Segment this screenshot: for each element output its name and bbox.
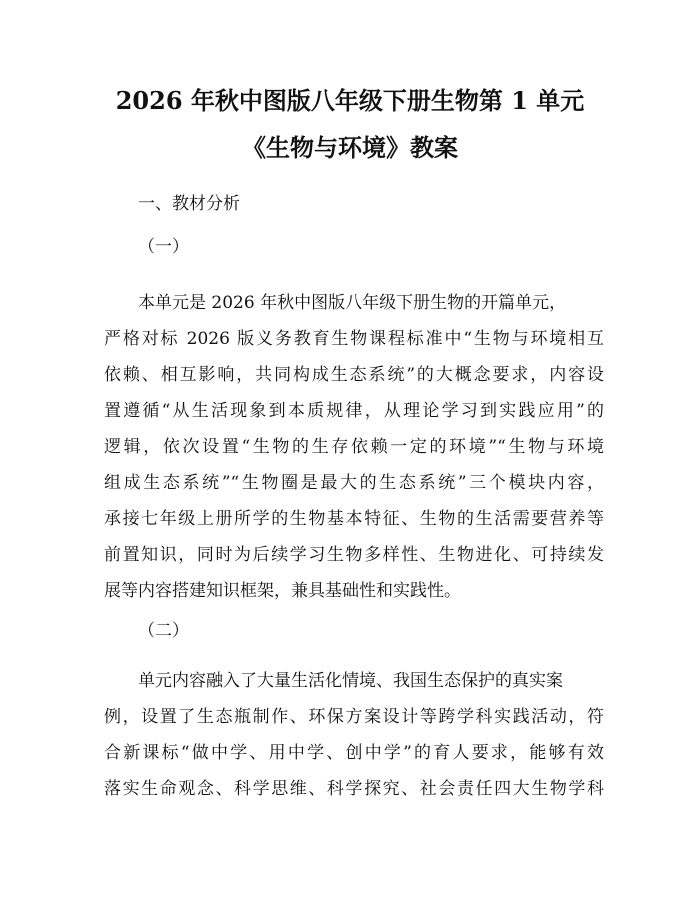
paragraph-line: 依赖、相互影响，共同构成生态系统”的大概念要求，内容设	[104, 365, 604, 385]
paragraph-line: 逻辑，依次设置“生物的生存依赖一定的环境”“生物与环境	[104, 437, 604, 457]
paragraph-line: 单元内容融入了大量生活化情境、我国生态保护的真实案	[138, 671, 563, 691]
document-title-line-2: 《生物与环境》教案	[242, 133, 458, 162]
paragraph-line: 落实生命观念、科学思维、科学探究、社会责任四大生物学科	[104, 779, 604, 799]
paragraph-line: 承接七年级上册所学的生物基本特征、生物的生活需要营养等	[104, 509, 604, 529]
paragraph-line: 前置知识，同时为后续学习生物多样性、生物进化、可持续发	[104, 545, 604, 565]
section-heading: 一、教材分析	[138, 194, 240, 214]
sub-heading-1: （一）	[138, 237, 189, 257]
paragraph-line: 合新课标“做中学、用中学、创中学”的育人要求，能够有效	[104, 743, 604, 763]
sub-heading-2: （二）	[138, 621, 189, 641]
paragraph-2	[104, 663, 604, 807]
paragraph-line: 置遵循“从生活现象到本质规律，从理论学习到实践应用”的	[104, 401, 604, 421]
paragraph-line: 展等内容搭建知识框架，兼具基础性和实践性。	[104, 581, 461, 601]
document-title-line-1: 2026 年秋中图版八年级下册生物第 1 单元	[115, 86, 585, 115]
paragraph-line: 严格对标 2026 版义务教育生物课程标准中“生物与环境相互	[104, 329, 604, 349]
paragraph-1	[104, 285, 604, 609]
paragraph-line: 本单元是 2026 年秋中图版八年级下册生物的开篇单元，	[138, 293, 567, 313]
paragraph-line: 组成生态系统”“生物圈是最大的生态系统”三个模块内容，	[104, 473, 604, 493]
paragraph-line: 例，设置了生态瓶制作、环保方案设计等跨学科实践活动，符	[104, 707, 604, 727]
